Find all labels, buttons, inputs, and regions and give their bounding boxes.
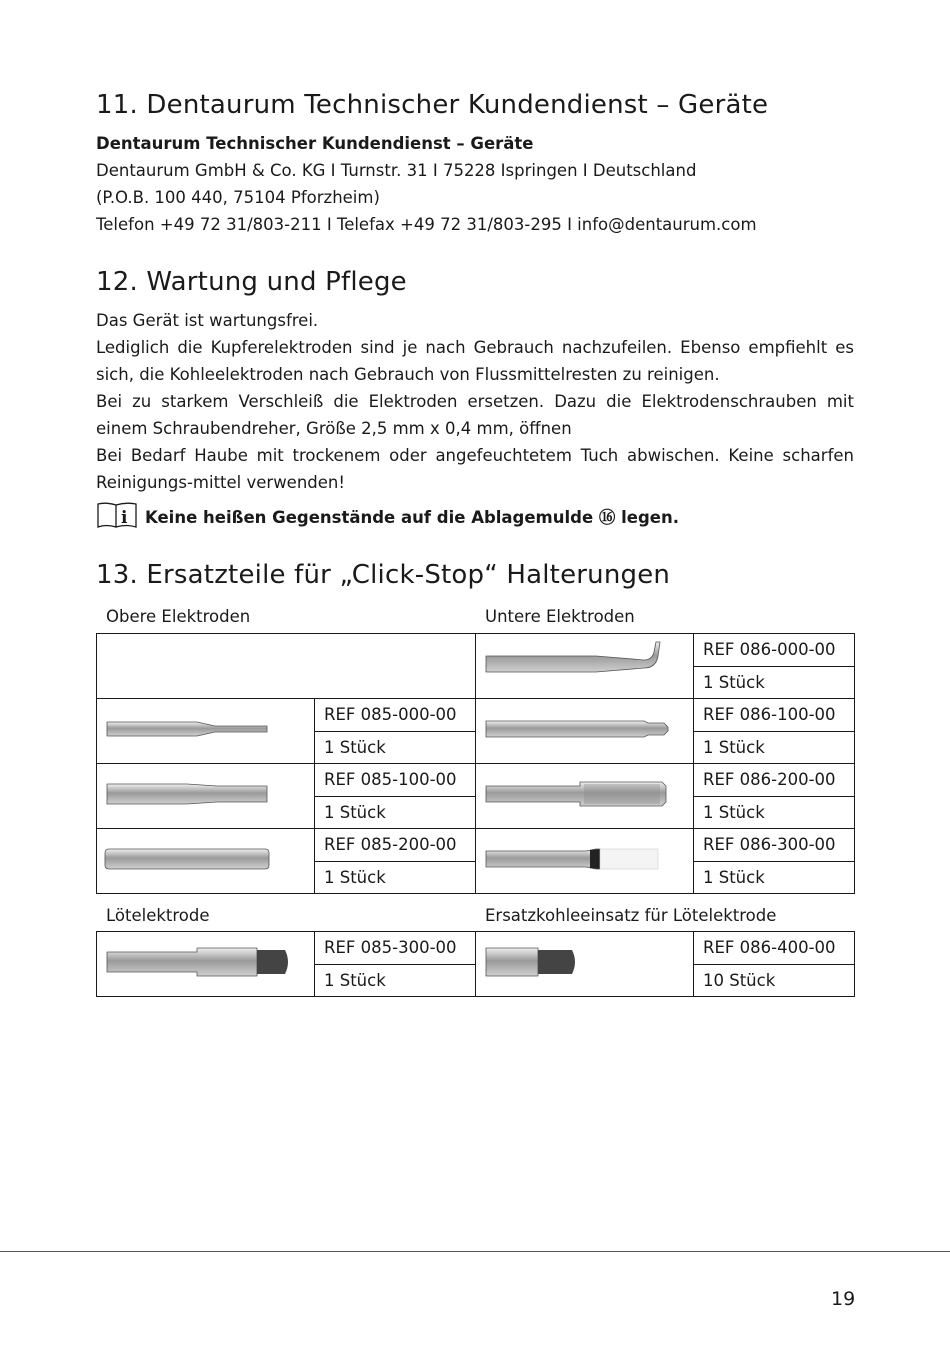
qty-085-300: 1 Stück xyxy=(315,964,476,997)
section-12-heading: 12. Wartung und Pflege xyxy=(96,267,407,297)
solder-electrode-table xyxy=(96,931,855,997)
ref-086-200: REF 086-200-00 xyxy=(694,764,855,797)
qty-085-000: 1 Stück xyxy=(315,731,476,764)
ref-085-200: REF 085-200-00 xyxy=(315,829,476,862)
ref-085-100: REF 085-100-00 xyxy=(315,764,476,797)
cleaning-text: Bei Bedarf Haube mit trockenem oder angefeuchtetem Tuch abwischen. Keine scharfen Reinigungs-mittel verwenden! xyxy=(96,446,854,492)
contact-line: Telefon +49 72 31/803-211 I Telefax +49 72 31/803-295 I info@dentaurum.com xyxy=(96,215,757,234)
electrode-image-086-100 xyxy=(476,699,694,764)
solder-electrode-label: Lötelektrode xyxy=(106,906,210,925)
electrode-image-085-100 xyxy=(97,764,315,829)
svg-text:i: i xyxy=(121,508,128,528)
ref-086-400: REF 086-400-00 xyxy=(694,932,855,965)
electrodes-table xyxy=(96,633,855,894)
ref-085-300: REF 085-300-00 xyxy=(315,932,476,965)
upper-electrodes-label: Obere Elektroden xyxy=(106,607,251,626)
electrode-image-086-200 xyxy=(476,764,694,829)
qty-085-200: 1 Stück xyxy=(315,861,476,894)
qty-086-200: 1 Stück xyxy=(694,796,855,829)
electrode-image-085-200 xyxy=(97,829,315,894)
qty-086-000: 1 Stück xyxy=(694,666,855,699)
qty-086-300: 1 Stück xyxy=(694,861,855,894)
empty-cell xyxy=(97,634,476,699)
section-13-heading: 13. Ersatzteile für „Click-Stop“ Halterungen xyxy=(96,560,671,590)
info-book-icon xyxy=(96,501,138,529)
qty-086-400: 10 Stück xyxy=(694,964,855,997)
footer-rule xyxy=(0,1251,950,1252)
maintenance-free-text: Das Gerät ist wartungsfrei. xyxy=(96,311,319,330)
electrode-image-086-300 xyxy=(476,829,694,894)
service-subheading: Dentaurum Technischer Kundendienst – Geräte xyxy=(96,134,534,153)
solder-electrode-image xyxy=(97,932,315,997)
section-11-heading: 11. Dentaurum Technischer Kundendienst – Geräte xyxy=(96,90,769,120)
electrode-image-085-000 xyxy=(97,699,315,764)
copper-electrodes-text: Lediglich die Kupferelektroden sind je nach Gebrauch nachzufeilen. Ebenso empfiehlt es sich, die Kohleelektroden nach Gebrauch von Flussmittelresten zu reinigen. xyxy=(96,338,854,384)
carbon-insert-label: Ersatzkohleeinsatz für Lötelektrode xyxy=(485,906,777,925)
lower-electrodes-label: Untere Elektroden xyxy=(485,607,635,626)
ref-086-100: REF 086-100-00 xyxy=(694,699,855,732)
qty-086-100: 1 Stück xyxy=(694,731,855,764)
replace-electrodes-text: Bei zu starkem Verschleiß die Elektroden ersetzen. Dazu die Elektrodenschrauben mit einem Schraubendreher, Größe 2,5 mm x 0,4 mm, öffnen xyxy=(96,392,854,438)
qty-085-100: 1 Stück xyxy=(315,796,476,829)
ref-085-000: REF 085-000-00 xyxy=(315,699,476,732)
hot-objects-warning: Keine heißen Gegenstände auf die Ablagemulde ⑯ legen. xyxy=(145,508,680,527)
ref-086-000: REF 086-000-00 xyxy=(694,634,855,667)
electrode-image-086-000 xyxy=(476,634,694,699)
page-number: 19 xyxy=(831,1288,856,1310)
ref-086-300: REF 086-300-00 xyxy=(694,829,855,862)
pobox-line: (P.O.B. 100 440, 75104 Pforzheim) xyxy=(96,188,380,207)
address-line: Dentaurum GmbH & Co. KG I Turnstr. 31 I 75228 Ispringen I Deutschland xyxy=(96,161,697,180)
carbon-insert-image xyxy=(476,932,694,997)
